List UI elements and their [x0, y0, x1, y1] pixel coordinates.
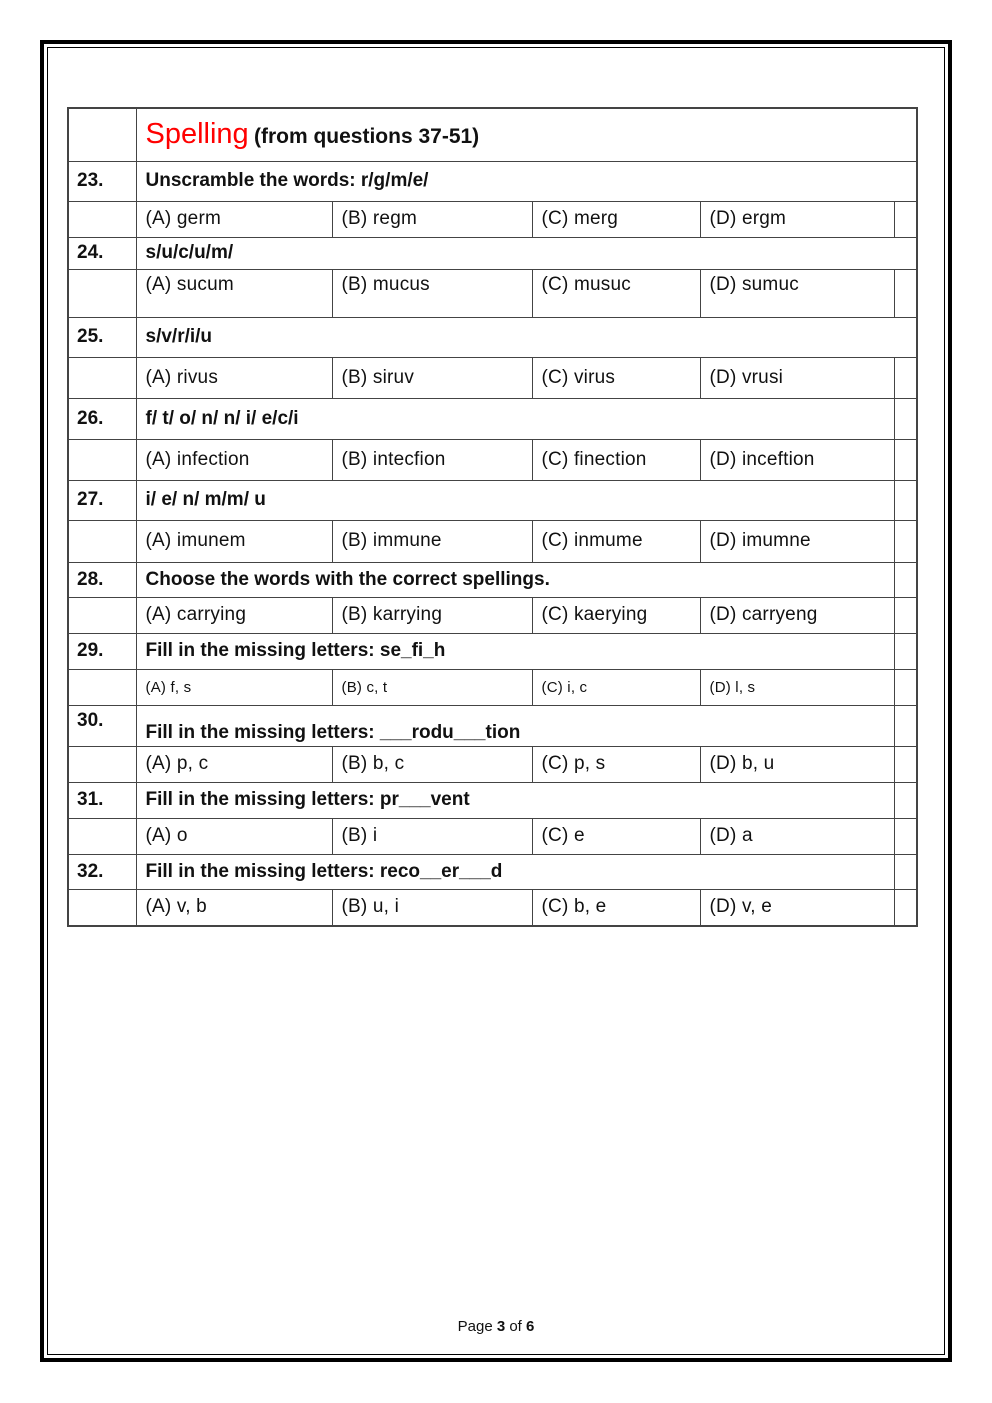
empty-cell [68, 357, 136, 398]
option-a[interactable]: (A) carrying [136, 597, 332, 633]
options-row [68, 818, 917, 854]
question-text: f/ t/ o/ n/ n/ i/ e/c/i [136, 398, 894, 439]
options-row [68, 597, 917, 633]
option-b[interactable]: (B) b, c [332, 746, 532, 782]
option-a[interactable]: (A) v, b [136, 889, 332, 926]
empty-cell [894, 480, 917, 520]
option-c[interactable]: (C) kaerying [532, 597, 700, 633]
options-row [68, 357, 917, 398]
option-d[interactable]: (D) imumne [700, 520, 894, 562]
question-text: Fill in the missing letters: reco__er___d [136, 854, 894, 889]
empty-cell [68, 669, 136, 705]
empty-cell [894, 201, 917, 237]
option-d[interactable]: (D) vrusi [700, 357, 894, 398]
question-number: 28. [68, 562, 136, 597]
options-row [68, 439, 917, 480]
option-d[interactable]: (D) sumuc [700, 269, 894, 317]
empty-cell [894, 782, 917, 818]
empty-cell [894, 357, 917, 398]
question-row [68, 161, 917, 201]
question-row [68, 633, 917, 669]
question-row [68, 705, 917, 746]
option-d[interactable]: (D) inceftion [700, 439, 894, 480]
options-row [68, 201, 917, 237]
question-number: 32. [68, 854, 136, 889]
option-d[interactable]: (D) a [700, 818, 894, 854]
option-c[interactable]: (C) p, s [532, 746, 700, 782]
option-b[interactable]: (B) intecfion [332, 439, 532, 480]
footer-total-pages: 6 [526, 1318, 535, 1335]
option-c[interactable]: (C) finection [532, 439, 700, 480]
question-row [68, 480, 917, 520]
option-a[interactable]: (A) infection [136, 439, 332, 480]
question-text: Fill in the missing letters: pr___vent [136, 782, 894, 818]
question-row [68, 782, 917, 818]
question-row [68, 317, 917, 357]
option-a[interactable]: (A) o [136, 818, 332, 854]
empty-cell [894, 398, 917, 439]
option-a[interactable]: (A) sucum [136, 269, 332, 317]
option-c[interactable]: (C) musuc [532, 269, 700, 317]
empty-cell [894, 746, 917, 782]
empty-cell [894, 520, 917, 562]
option-c[interactable]: (C) merg [532, 201, 700, 237]
footer-current-page: 3 [496, 1318, 506, 1335]
empty-cell [68, 597, 136, 633]
empty-cell [68, 108, 136, 161]
option-b[interactable]: (B) c, t [332, 669, 532, 705]
empty-cell [68, 889, 136, 926]
empty-cell [68, 269, 136, 317]
title-spelling: Spelling [145, 118, 249, 151]
question-number: 25. [68, 317, 136, 357]
option-d[interactable]: (D) l, s [700, 669, 894, 705]
question-row [68, 562, 917, 597]
question-number: 26. [68, 398, 136, 439]
spelling-table [67, 107, 918, 927]
options-row [68, 520, 917, 562]
question-number: 30. [68, 705, 136, 746]
question-text: s/u/c/u/m/ [136, 237, 917, 269]
option-b[interactable]: (B) mucus [332, 269, 532, 317]
option-a[interactable]: (A) f, s [136, 669, 332, 705]
question-row [68, 854, 917, 889]
empty-cell [894, 669, 917, 705]
option-c[interactable]: (C) virus [532, 357, 700, 398]
empty-cell [894, 633, 917, 669]
question-row [68, 237, 917, 269]
empty-cell [894, 439, 917, 480]
options-row [68, 746, 917, 782]
question-text: s/v/r/i/u [136, 317, 917, 357]
options-row [68, 669, 917, 705]
page-footer [0, 1318, 992, 1335]
option-a[interactable]: (A) rivus [136, 357, 332, 398]
question-text: i/ e/ n/ m/m/ u [136, 480, 894, 520]
empty-cell [68, 520, 136, 562]
option-d[interactable]: (D) b, u [700, 746, 894, 782]
empty-cell [68, 201, 136, 237]
option-a[interactable]: (A) imunem [136, 520, 332, 562]
option-b[interactable]: (B) karrying [332, 597, 532, 633]
option-a[interactable]: (A) p, c [136, 746, 332, 782]
option-c[interactable]: (C) inmume [532, 520, 700, 562]
option-b[interactable]: (B) immune [332, 520, 532, 562]
title-subtitle: (from questions 37-51) [253, 125, 480, 149]
empty-cell [894, 562, 917, 597]
option-c[interactable]: (C) i, c [532, 669, 700, 705]
question-number: 24. [68, 237, 136, 269]
section-header-row [68, 108, 917, 161]
empty-cell [894, 705, 917, 746]
section-title [136, 108, 917, 161]
question-row [68, 398, 917, 439]
option-b[interactable]: (B) u, i [332, 889, 532, 926]
empty-cell [894, 854, 917, 889]
option-b[interactable]: (B) regm [332, 201, 532, 237]
option-d[interactable]: (D) ergm [700, 201, 894, 237]
empty-cell [894, 269, 917, 317]
empty-cell [894, 597, 917, 633]
question-number: 23. [68, 161, 136, 201]
footer-prefix: Page [457, 1318, 497, 1335]
option-b[interactable]: (B) i [332, 818, 532, 854]
question-text: Fill in the missing letters: se_fi_h [136, 633, 894, 669]
empty-cell [894, 889, 917, 926]
question-number: 31. [68, 782, 136, 818]
option-c[interactable]: (C) e [532, 818, 700, 854]
question-text: Choose the words with the correct spellings. [136, 562, 894, 597]
question-text: Unscramble the words: r/g/m/e/ [136, 161, 917, 201]
options-row [68, 889, 917, 926]
empty-cell [894, 818, 917, 854]
option-b[interactable]: (B) siruv [332, 357, 532, 398]
options-row [68, 269, 917, 317]
question-number: 27. [68, 480, 136, 520]
empty-cell [68, 746, 136, 782]
option-d[interactable]: (D) carryeng [700, 597, 894, 633]
question-number: 29. [68, 633, 136, 669]
footer-of: of [505, 1318, 527, 1335]
empty-cell [68, 818, 136, 854]
option-a[interactable]: (A) germ [136, 201, 332, 237]
empty-cell [68, 439, 136, 480]
question-text: Fill in the missing letters: ___rodu___tion [136, 705, 894, 746]
option-c[interactable]: (C) b, e [532, 889, 700, 926]
option-d[interactable]: (D) v, e [700, 889, 894, 926]
